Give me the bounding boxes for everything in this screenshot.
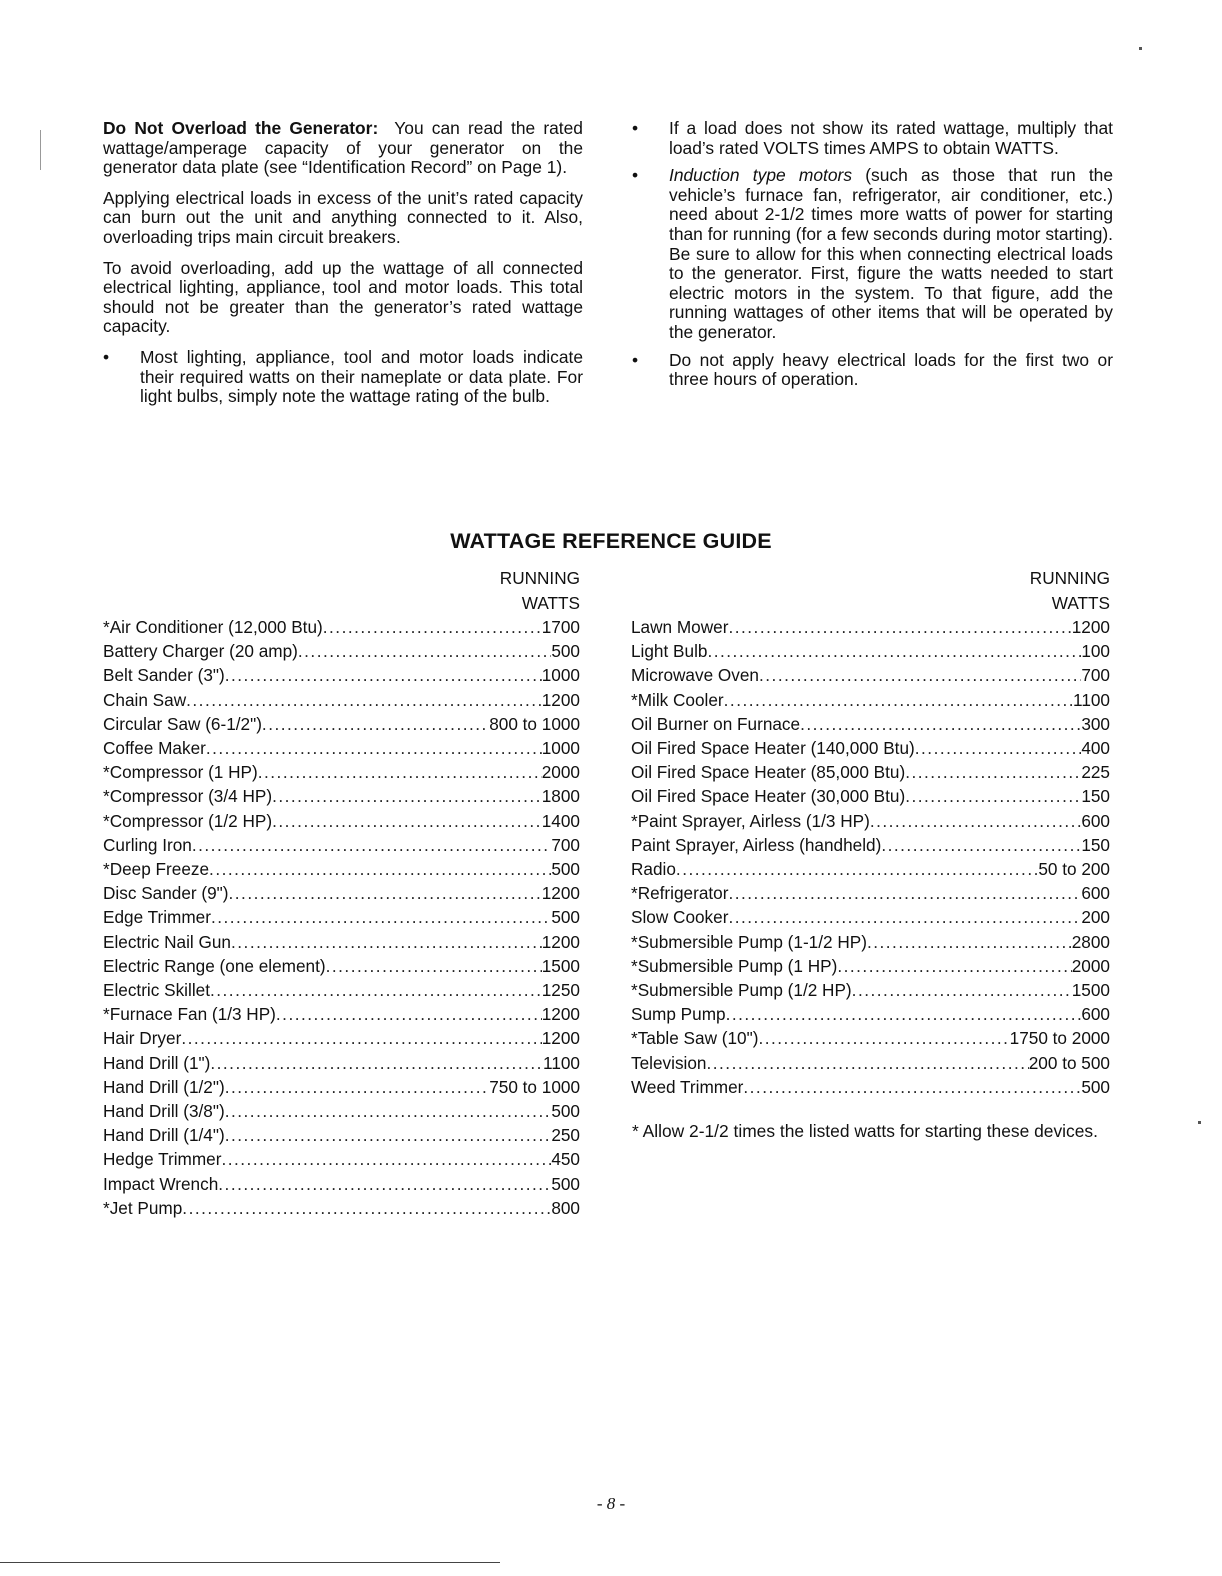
appliance-name: Belt Sander (3") xyxy=(103,665,225,686)
table-row xyxy=(103,688,580,712)
appliance-name: Curling Iron xyxy=(103,834,192,855)
table-row xyxy=(103,1196,580,1220)
dot-leader xyxy=(211,905,551,929)
running-watts-value: 1000 xyxy=(541,665,580,686)
appliance-name: *Submersible Pump (1/2 HP) xyxy=(631,980,852,1001)
running-watts-value: 2000 xyxy=(1071,955,1110,976)
running-watts-value: 200 xyxy=(1081,907,1110,928)
running-watts-value: 2800 xyxy=(1071,931,1110,952)
excess-load-paragraph: Applying electrical loads in excess of the unit’s rated capacity can burn out the unit and anything connected to it. Also, overloading trips main circuit breakers. xyxy=(103,187,583,247)
running-watts-value: 1000 xyxy=(541,738,580,759)
table-rows xyxy=(631,615,1110,1099)
dot-leader xyxy=(905,784,1081,808)
running-watts-value: 450 xyxy=(551,1149,580,1170)
running-watts-value: 1100 xyxy=(543,1052,580,1073)
appliance-name: Slow Cooker xyxy=(631,907,729,928)
running-watts-value: 1500 xyxy=(541,955,580,976)
dot-leader xyxy=(852,978,1072,1002)
table-rows xyxy=(103,615,580,1220)
dot-leader xyxy=(298,639,551,663)
running-watts-value: 500 xyxy=(551,1101,580,1122)
appliance-name: Electric Nail Gun xyxy=(103,931,231,952)
overload-paragraph xyxy=(103,119,583,178)
dot-leader xyxy=(743,1075,1081,1099)
running-watts-value: 600 xyxy=(1081,1004,1110,1025)
running-watts-value: 500 xyxy=(551,1173,580,1194)
dot-leader xyxy=(231,930,542,954)
table-row xyxy=(631,1002,1110,1026)
running-watts-value: 700 xyxy=(551,834,580,855)
appliance-name: Sump Pump xyxy=(631,1004,726,1025)
running-watts-value: 1200 xyxy=(541,1004,580,1025)
wattage-table-right xyxy=(631,566,1110,1099)
appliance-name: Hand Drill (3/8") xyxy=(103,1101,225,1122)
dot-leader xyxy=(192,833,551,857)
appliance-name: Hand Drill (1/2") xyxy=(103,1076,225,1097)
appliance-name: Hair Dryer xyxy=(103,1028,182,1049)
table-row xyxy=(631,615,1110,639)
table-row xyxy=(103,1002,580,1026)
table-row xyxy=(103,639,580,663)
appliance-name: *Paint Sprayer, Airless (1/3 HP) xyxy=(631,810,870,831)
table-row xyxy=(103,881,580,905)
appliance-name: Electric Range (one element) xyxy=(103,955,326,976)
running-watts-value: 300 xyxy=(1081,713,1110,734)
dot-leader xyxy=(225,663,542,687)
running-watts-value: 225 xyxy=(1081,762,1110,783)
running-watts-value: 1200 xyxy=(1071,617,1110,637)
right-text-column xyxy=(632,119,1113,398)
column-header-watts: WATTS xyxy=(521,592,580,613)
page-number: - 8 - xyxy=(596,1494,626,1513)
running-watts-value: 500 xyxy=(551,907,580,928)
dot-leader xyxy=(225,1099,552,1123)
running-watts-value: 1500 xyxy=(1071,980,1110,1001)
bullet-induction-motors xyxy=(632,166,1113,342)
running-watts-value: 500 xyxy=(1081,1076,1110,1097)
running-watts-value: 1700 xyxy=(541,617,580,637)
running-watts-value: 1250 xyxy=(541,980,580,1001)
dot-leader xyxy=(758,1026,1009,1050)
bullet-icon: • xyxy=(632,165,639,186)
wattage-table-left xyxy=(103,566,580,1220)
running-watts-value: 1100 xyxy=(1073,689,1110,710)
table-row xyxy=(631,881,1110,905)
appliance-name: Chain Saw xyxy=(103,689,187,710)
bullet-break-in xyxy=(632,351,1113,390)
appliance-name: Weed Trimmer xyxy=(631,1076,744,1097)
running-watts-value: 250 xyxy=(551,1125,580,1146)
appliance-name: *Compressor (1/2 HP) xyxy=(103,810,273,831)
dot-leader xyxy=(323,615,542,639)
table-row xyxy=(631,688,1110,712)
table-row xyxy=(631,1026,1110,1050)
dot-leader xyxy=(759,663,1081,687)
dot-leader xyxy=(206,736,542,760)
table-row xyxy=(103,857,580,881)
running-watts-value: 50 to 200 xyxy=(1038,859,1110,880)
running-watts-value: 1200 xyxy=(541,883,580,904)
dot-leader xyxy=(800,712,1081,736)
dot-leader xyxy=(905,760,1081,784)
running-watts-value: 400 xyxy=(1081,738,1110,759)
bullet-volts-amps xyxy=(632,119,1113,158)
appliance-name: *Table Saw (10") xyxy=(631,1028,759,1049)
running-watts-value: 1400 xyxy=(541,810,580,831)
appliance-name: *Compressor (3/4 HP) xyxy=(103,786,273,807)
table-row xyxy=(631,930,1110,954)
column-header-running: RUNNING xyxy=(1029,568,1110,588)
bullet-nameplate xyxy=(103,348,583,407)
appliance-name: *Jet Pump xyxy=(103,1197,183,1218)
bullet-icon: • xyxy=(632,118,639,138)
running-watts-value: 600 xyxy=(1081,810,1110,831)
running-watts-value: 200 to 500 xyxy=(1028,1052,1110,1073)
table-row xyxy=(103,663,580,687)
left-text-column xyxy=(103,119,583,415)
table-row xyxy=(103,736,580,760)
table-row xyxy=(631,954,1110,978)
dot-leader xyxy=(728,615,1071,639)
appliance-name: Hand Drill (1") xyxy=(103,1052,211,1073)
table-row xyxy=(103,1051,580,1075)
overload-text: You can read the rated wattage/amperage capacity of your generator on the generator data plate (see “Identification Record” on Page 1). xyxy=(103,118,583,178)
appliance-name: Oil Fired Space Heater (140,000 Btu) xyxy=(631,738,915,759)
dot-leader xyxy=(258,760,542,784)
running-watts-value: 700 xyxy=(1081,665,1110,686)
dot-leader xyxy=(726,1002,1082,1026)
running-watts-value: 150 xyxy=(1081,834,1110,855)
table-row xyxy=(103,615,580,639)
dot-leader xyxy=(272,809,542,833)
appliance-name: *Submersible Pump (1 HP) xyxy=(631,955,838,976)
table-row xyxy=(103,784,580,808)
dot-leader xyxy=(707,639,1081,663)
bullet-text: (such as those that run the vehicle’s furnace fan, refrigerator, air conditioner, etc.) need about 2-1/2 times more watts of power for starting than for running (for a few seconds during motor starting). Be sure to allow for this when connecting electrical loads to the generator. First, figure the watts needed to start electric motors in the system. To that figure, add the running wattages of other items that will be operated by the generator. xyxy=(669,165,1113,342)
bullet-text: If a load does not show its rated wattage, multiply that load’s rated VOLTS times AMPS to obtain WATTS. xyxy=(669,118,1113,158)
table-row xyxy=(103,954,580,978)
table-row xyxy=(103,978,580,1002)
appliance-name: Impact Wrench xyxy=(103,1173,219,1194)
running-watts-value: 1200 xyxy=(541,931,580,952)
appliance-name: Paint Sprayer, Airless (handheld) xyxy=(631,834,882,855)
avoid-overload-paragraph: To avoid overloading, add up the wattage of all connected electrical lighting, appliance, tool and motor loads. This total should not be greater than the generator’s rated wattage capacity. xyxy=(103,257,583,337)
dot-leader xyxy=(209,857,551,881)
appliance-name: Coffee Maker xyxy=(103,738,206,759)
table-row xyxy=(631,809,1110,833)
running-watts-value: 800 to 1000 xyxy=(489,713,580,734)
appliance-name: Radio xyxy=(631,859,676,880)
table-row xyxy=(103,1123,580,1147)
dot-leader xyxy=(181,1026,541,1050)
table-row xyxy=(631,1051,1110,1075)
running-watts-value: 500 xyxy=(551,641,580,662)
dot-leader xyxy=(218,1172,551,1196)
dot-leader xyxy=(724,688,1073,712)
appliance-name: *Refrigerator xyxy=(631,883,729,904)
running-watts-value: 150 xyxy=(1081,786,1110,807)
bullet-text: Do not apply heavy electrical loads for the first two or three hours of operation. xyxy=(669,349,1113,390)
appliance-name: Electric Skillet xyxy=(103,980,210,1001)
appliance-name: Disc Sander (9") xyxy=(103,883,229,904)
table-row xyxy=(103,905,580,929)
wattage-guide-title: WATTAGE REFERENCE GUIDE xyxy=(450,529,772,553)
table-row xyxy=(631,857,1110,881)
dot-leader xyxy=(225,1123,552,1147)
dot-leader xyxy=(182,1196,551,1220)
table-row xyxy=(631,639,1110,663)
dot-leader xyxy=(221,1147,551,1171)
running-watts-value: 100 xyxy=(1081,641,1110,662)
dot-leader xyxy=(728,881,1081,905)
appliance-name: *Air Conditioner (12,000 Btu) xyxy=(103,617,323,637)
dot-leader xyxy=(210,978,542,1002)
appliance-name: *Submersible Pump (1-1/2 HP) xyxy=(631,931,867,952)
bottom-rule-divider xyxy=(0,1562,500,1563)
appliance-name: Oil Fired Space Heater (30,000 Btu) xyxy=(631,786,906,807)
table-row xyxy=(103,1026,580,1050)
appliance-name: Microwave Oven xyxy=(631,665,759,686)
running-watts-value: 750 to 1000 xyxy=(489,1076,580,1097)
dot-leader xyxy=(676,857,1038,881)
dot-leader xyxy=(867,930,1072,954)
running-watts-value: 1800 xyxy=(541,786,580,807)
dot-leader xyxy=(326,954,542,978)
dot-leader xyxy=(870,809,1082,833)
dot-leader xyxy=(272,784,542,808)
dot-leader xyxy=(210,1051,543,1075)
table-row xyxy=(103,712,580,736)
bullet-icon: • xyxy=(103,346,110,367)
bullet-text: Most lighting, appliance, tool and motor loads indicate their required watts on their nameplate or data plate. For light bulbs, simply note the wattage rating of the bulb. xyxy=(140,346,583,407)
appliance-name: *Milk Cooler xyxy=(631,689,724,710)
table-row xyxy=(103,1147,580,1171)
starting-watts-footnote: * Allow 2-1/2 times the listed watts for starting these devices. xyxy=(632,1121,1098,1141)
appliance-name: Oil Burner on Furnace xyxy=(631,713,801,734)
table-row xyxy=(103,1172,580,1196)
appliance-name: *Compressor (1 HP) xyxy=(103,762,258,783)
table-row xyxy=(103,1099,580,1123)
scan-speck xyxy=(1139,47,1142,50)
dot-leader xyxy=(225,1075,490,1099)
appliance-name: Oil Fired Space Heater (85,000 Btu) xyxy=(631,762,906,783)
appliance-name: *Furnace Fan (1/3 HP) xyxy=(103,1004,276,1025)
appliance-name: Lawn Mower xyxy=(631,617,729,637)
table-row xyxy=(103,930,580,954)
dot-leader xyxy=(186,688,542,712)
dot-leader xyxy=(276,1002,542,1026)
dot-leader xyxy=(706,1051,1028,1075)
table-row xyxy=(631,1075,1110,1099)
table-row xyxy=(631,736,1110,760)
appliance-name: Edge Trimmer xyxy=(103,907,211,928)
running-watts-value: 2000 xyxy=(541,762,580,783)
table-row xyxy=(631,905,1110,929)
table-row xyxy=(631,760,1110,784)
dot-leader xyxy=(229,881,542,905)
appliance-name: *Deep Freeze xyxy=(103,859,210,880)
running-watts-value: 500 xyxy=(551,859,580,880)
running-watts-value: 600 xyxy=(1081,883,1110,904)
column-header-watts: WATTS xyxy=(1051,592,1110,613)
appliance-name: Light Bulb xyxy=(631,641,708,662)
appliance-name: Battery Charger (20 amp) xyxy=(103,641,298,662)
dot-leader xyxy=(728,905,1081,929)
table-row xyxy=(103,1075,580,1099)
table-row xyxy=(631,833,1110,857)
scan-speck xyxy=(40,130,41,170)
table-row xyxy=(631,784,1110,808)
appliance-name: Hedge Trimmer xyxy=(103,1149,222,1170)
table-row xyxy=(103,809,580,833)
table-row xyxy=(103,833,580,857)
appliance-name: Hand Drill (1/4") xyxy=(103,1125,225,1146)
running-watts-value: 1750 to 2000 xyxy=(1009,1028,1110,1049)
running-watts-value: 800 xyxy=(551,1197,580,1218)
dot-leader xyxy=(262,712,489,736)
column-header-running: RUNNING xyxy=(499,568,580,588)
bullet-icon: • xyxy=(632,349,639,370)
dot-leader xyxy=(915,736,1082,760)
overload-heading: Do Not Overload the Generator: xyxy=(103,118,379,138)
table-row xyxy=(631,663,1110,687)
running-watts-value: 1200 xyxy=(541,689,580,710)
table-row xyxy=(631,712,1110,736)
scan-speck xyxy=(1198,1121,1201,1124)
dot-leader xyxy=(837,954,1071,978)
running-watts-value: 1200 xyxy=(541,1028,580,1049)
appliance-name: Circular Saw (6-1/2") xyxy=(103,713,262,734)
dot-leader xyxy=(881,833,1081,857)
table-row xyxy=(103,760,580,784)
appliance-name: Television xyxy=(631,1052,707,1073)
bullet-lead: Induction type motors xyxy=(669,165,853,186)
table-row xyxy=(631,978,1110,1002)
